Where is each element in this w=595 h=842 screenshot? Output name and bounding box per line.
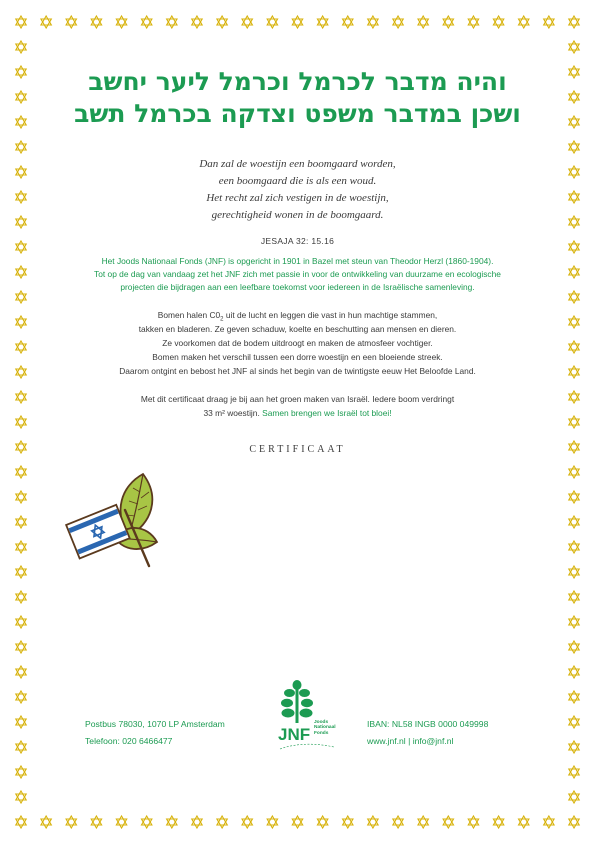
star-of-david-icon xyxy=(443,16,453,28)
star-of-david-icon xyxy=(16,241,26,253)
star-of-david-icon xyxy=(41,16,51,28)
star-of-david-icon xyxy=(16,816,26,828)
star-of-david-icon xyxy=(41,816,51,828)
star-of-david-icon xyxy=(16,41,26,53)
star-of-david-icon xyxy=(569,91,579,103)
star-of-david-icon xyxy=(217,16,227,28)
star-of-david-icon xyxy=(16,216,26,228)
star-of-david-icon xyxy=(16,566,26,578)
star-of-david-icon xyxy=(569,391,579,403)
star-of-david-icon xyxy=(569,591,579,603)
star-of-david-icon xyxy=(569,241,579,253)
star-of-david-icon xyxy=(544,816,554,828)
trees-line-1-start: Bomen halen C0 xyxy=(157,310,221,320)
star-of-david-icon xyxy=(317,816,327,828)
dutch-verse-line-1: Dan zal de woestijn een boomgaard worden, xyxy=(199,158,396,170)
star-of-david-icon xyxy=(343,16,353,28)
star-of-david-icon xyxy=(91,816,101,828)
star-of-david-icon xyxy=(16,791,26,803)
star-of-david-icon xyxy=(569,366,579,378)
star-of-david-icon xyxy=(569,466,579,478)
star-of-david-icon xyxy=(192,16,202,28)
star-of-david-icon xyxy=(16,591,26,603)
star-of-david-icon xyxy=(569,491,579,503)
star-of-david-icon xyxy=(16,716,26,728)
certificate-heading: CERTIFICAAT xyxy=(249,444,346,455)
star-of-david-icon xyxy=(468,16,478,28)
star-of-david-icon xyxy=(544,16,554,28)
star-of-david-icon xyxy=(16,641,26,653)
star-of-david-icon xyxy=(16,516,26,528)
trees-line-2: takken en bladeren. Ze geven schaduw, koelte en beschutting aan mensen en dieren. xyxy=(138,324,457,334)
star-of-david-icon xyxy=(16,91,26,103)
star-of-david-icon xyxy=(167,16,177,28)
star-of-david-icon xyxy=(569,616,579,628)
jnf-logo xyxy=(272,677,362,755)
star-of-david-icon xyxy=(167,816,177,828)
star-of-david-icon xyxy=(343,816,353,828)
trees-line-3: Ze voorkomen dat de bodem uitdroogt en maken de atmosfeer vochtiger. xyxy=(162,338,433,348)
star-of-david-icon xyxy=(66,16,76,28)
logo-name-line-2: Nationaal xyxy=(314,725,336,731)
star-of-david-icon xyxy=(141,16,151,28)
star-of-david-icon xyxy=(16,766,26,778)
star-of-david-icon xyxy=(317,16,327,28)
logo-name-line-3: Fonds xyxy=(314,730,329,736)
trees-line-4: Bomen maken het verschil tussen een dorre woestijn en een bloeiende streek. xyxy=(152,352,443,362)
star-of-david-icon xyxy=(91,16,101,28)
dutch-verse-line-3: Het recht zal zich vestigen in de woestijn, xyxy=(206,192,389,204)
star-of-david-icon xyxy=(16,291,26,303)
star-of-david-icon xyxy=(443,816,453,828)
star-of-david-icon xyxy=(16,416,26,428)
hebrew-verse-line-1: והיה מדבר לכרמל וכרמל ליער יחשב xyxy=(88,67,507,96)
star-of-david-icon xyxy=(569,66,579,78)
web-and-email: www.jnf.nl | info@jnf.nl xyxy=(367,736,454,746)
star-of-david-icon xyxy=(116,16,126,28)
trees-line-5: Daarom ontgint en bebost het JNF al sinds het begin van de twintigste eeuw Het Beloofde Land. xyxy=(119,366,476,376)
star-of-david-icon xyxy=(569,141,579,153)
star-of-david-icon xyxy=(16,166,26,178)
star-of-david-icon xyxy=(16,441,26,453)
hebrew-verse-line-2: ושכן במדבר משפט וצדקה בכרמל תשב xyxy=(74,99,521,128)
star-of-david-icon xyxy=(292,816,302,828)
star-of-david-icon xyxy=(569,341,579,353)
footer-bank xyxy=(367,716,488,750)
star-of-david-icon xyxy=(16,616,26,628)
star-of-david-icon xyxy=(217,816,227,828)
star-of-david-icon xyxy=(569,641,579,653)
star-of-david-icon xyxy=(569,16,579,28)
star-of-david-icon xyxy=(493,16,503,28)
star-of-david-icon xyxy=(569,166,579,178)
star-of-david-icon xyxy=(16,66,26,78)
star-of-david-icon xyxy=(569,216,579,228)
star-of-david-icon xyxy=(16,16,26,28)
star-of-david-icon xyxy=(192,816,202,828)
star-of-david-icon xyxy=(418,816,428,828)
intro-line-3: projecten die bijdragen aan een leefbare toekomst voor iedereen in de Israëlische samenleving. xyxy=(120,282,475,292)
star-of-david-icon xyxy=(66,816,76,828)
intro-line-1: Het Joods Nationaal Fonds (JNF) is opgericht in 1901 in Bazel met steun van Theodor Herzl (1860-1904). xyxy=(101,256,494,266)
star-of-david-icon xyxy=(16,666,26,678)
star-of-david-icon xyxy=(468,816,478,828)
logo-name-line-1: Joods xyxy=(314,720,329,725)
star-of-david-icon xyxy=(569,666,579,678)
jnf-logo-name xyxy=(314,720,336,736)
star-of-david-icon xyxy=(569,791,579,803)
footer-contact xyxy=(85,716,225,750)
tree-icon xyxy=(281,680,313,723)
star-of-david-icon xyxy=(16,316,26,328)
star-of-david-icon xyxy=(519,816,529,828)
iban-number: IBAN: NL58 INGB 0000 049998 xyxy=(367,719,489,729)
certificate-text-line-2 xyxy=(50,407,545,421)
dutch-verse-line-2: een boomgaard die is als een woud. xyxy=(218,175,377,187)
co2-subscript: 2 xyxy=(220,316,224,323)
certificate-text-line-1: Met dit certificaat draag je bij aan het groen maken van Israël. Iedere boom verdringt xyxy=(140,394,455,404)
star-of-david-icon xyxy=(16,191,26,203)
star-of-david-icon xyxy=(393,816,403,828)
postal-address: Postbus 78030, 1070 LP Amsterdam xyxy=(85,719,225,729)
star-of-david-icon xyxy=(116,816,126,828)
star-of-david-icon xyxy=(16,741,26,753)
star-of-david-icon xyxy=(16,141,26,153)
star-of-david-icon xyxy=(16,691,26,703)
star-of-david-icon xyxy=(569,741,579,753)
star-of-david-icon xyxy=(569,41,579,53)
star-of-david-icon xyxy=(418,16,428,28)
star-of-david-icon xyxy=(569,191,579,203)
israel-flag-icon xyxy=(63,468,167,568)
star-of-david-icon xyxy=(569,566,579,578)
phone-number: Telefoon: 020 6466477 xyxy=(85,736,173,746)
star-of-david-icon xyxy=(569,266,579,278)
star-of-david-icon xyxy=(368,16,378,28)
star-of-david-icon xyxy=(569,816,579,828)
trees-line-1-end: uit de lucht en leggen die vast in hun machtige stammen, xyxy=(223,310,438,320)
star-of-david-icon xyxy=(292,16,302,28)
woestijn-text: 33 m² woestijn. xyxy=(203,408,263,418)
star-of-david-icon xyxy=(16,366,26,378)
star-of-david-icon xyxy=(368,816,378,828)
star-of-david-icon xyxy=(16,341,26,353)
star-of-david-icon xyxy=(16,541,26,553)
star-of-david-icon xyxy=(242,816,252,828)
star-of-david-icon xyxy=(16,491,26,503)
star-of-david-icon xyxy=(16,391,26,403)
star-of-david-icon xyxy=(493,816,503,828)
slogan-text: Samen brengen we Israël tot bloei! xyxy=(262,408,392,418)
jnf-logo-letters: JNF xyxy=(278,725,311,744)
star-of-david-icon xyxy=(569,316,579,328)
star-of-david-icon xyxy=(16,266,26,278)
star-of-david-icon xyxy=(569,716,579,728)
star-of-david-icon xyxy=(569,766,579,778)
star-of-david-icon xyxy=(267,16,277,28)
verse-reference: JESAJA 32: 15.16 xyxy=(260,236,335,246)
star-of-david-icon xyxy=(569,116,579,128)
star-of-david-icon xyxy=(569,691,579,703)
star-of-david-icon xyxy=(16,116,26,128)
star-of-david-icon xyxy=(569,416,579,428)
dutch-verse-line-4: gerechtigheid wonen in de boomgaard. xyxy=(211,209,384,221)
intro-line-2: Tot op de dag van vandaag zet het JNF zich met passie in voor de ontwikkeling van duurzame en ecologische xyxy=(94,269,501,279)
star-of-david-icon xyxy=(242,16,252,28)
star-of-david-icon xyxy=(569,441,579,453)
star-of-david-icon xyxy=(393,16,403,28)
star-of-david-icon xyxy=(569,291,579,303)
star-of-david-icon xyxy=(141,816,151,828)
star-of-david-icon xyxy=(569,516,579,528)
star-of-david-icon xyxy=(569,541,579,553)
star-of-david-icon xyxy=(267,816,277,828)
star-of-david-icon xyxy=(16,466,26,478)
star-of-david-icon xyxy=(519,16,529,28)
